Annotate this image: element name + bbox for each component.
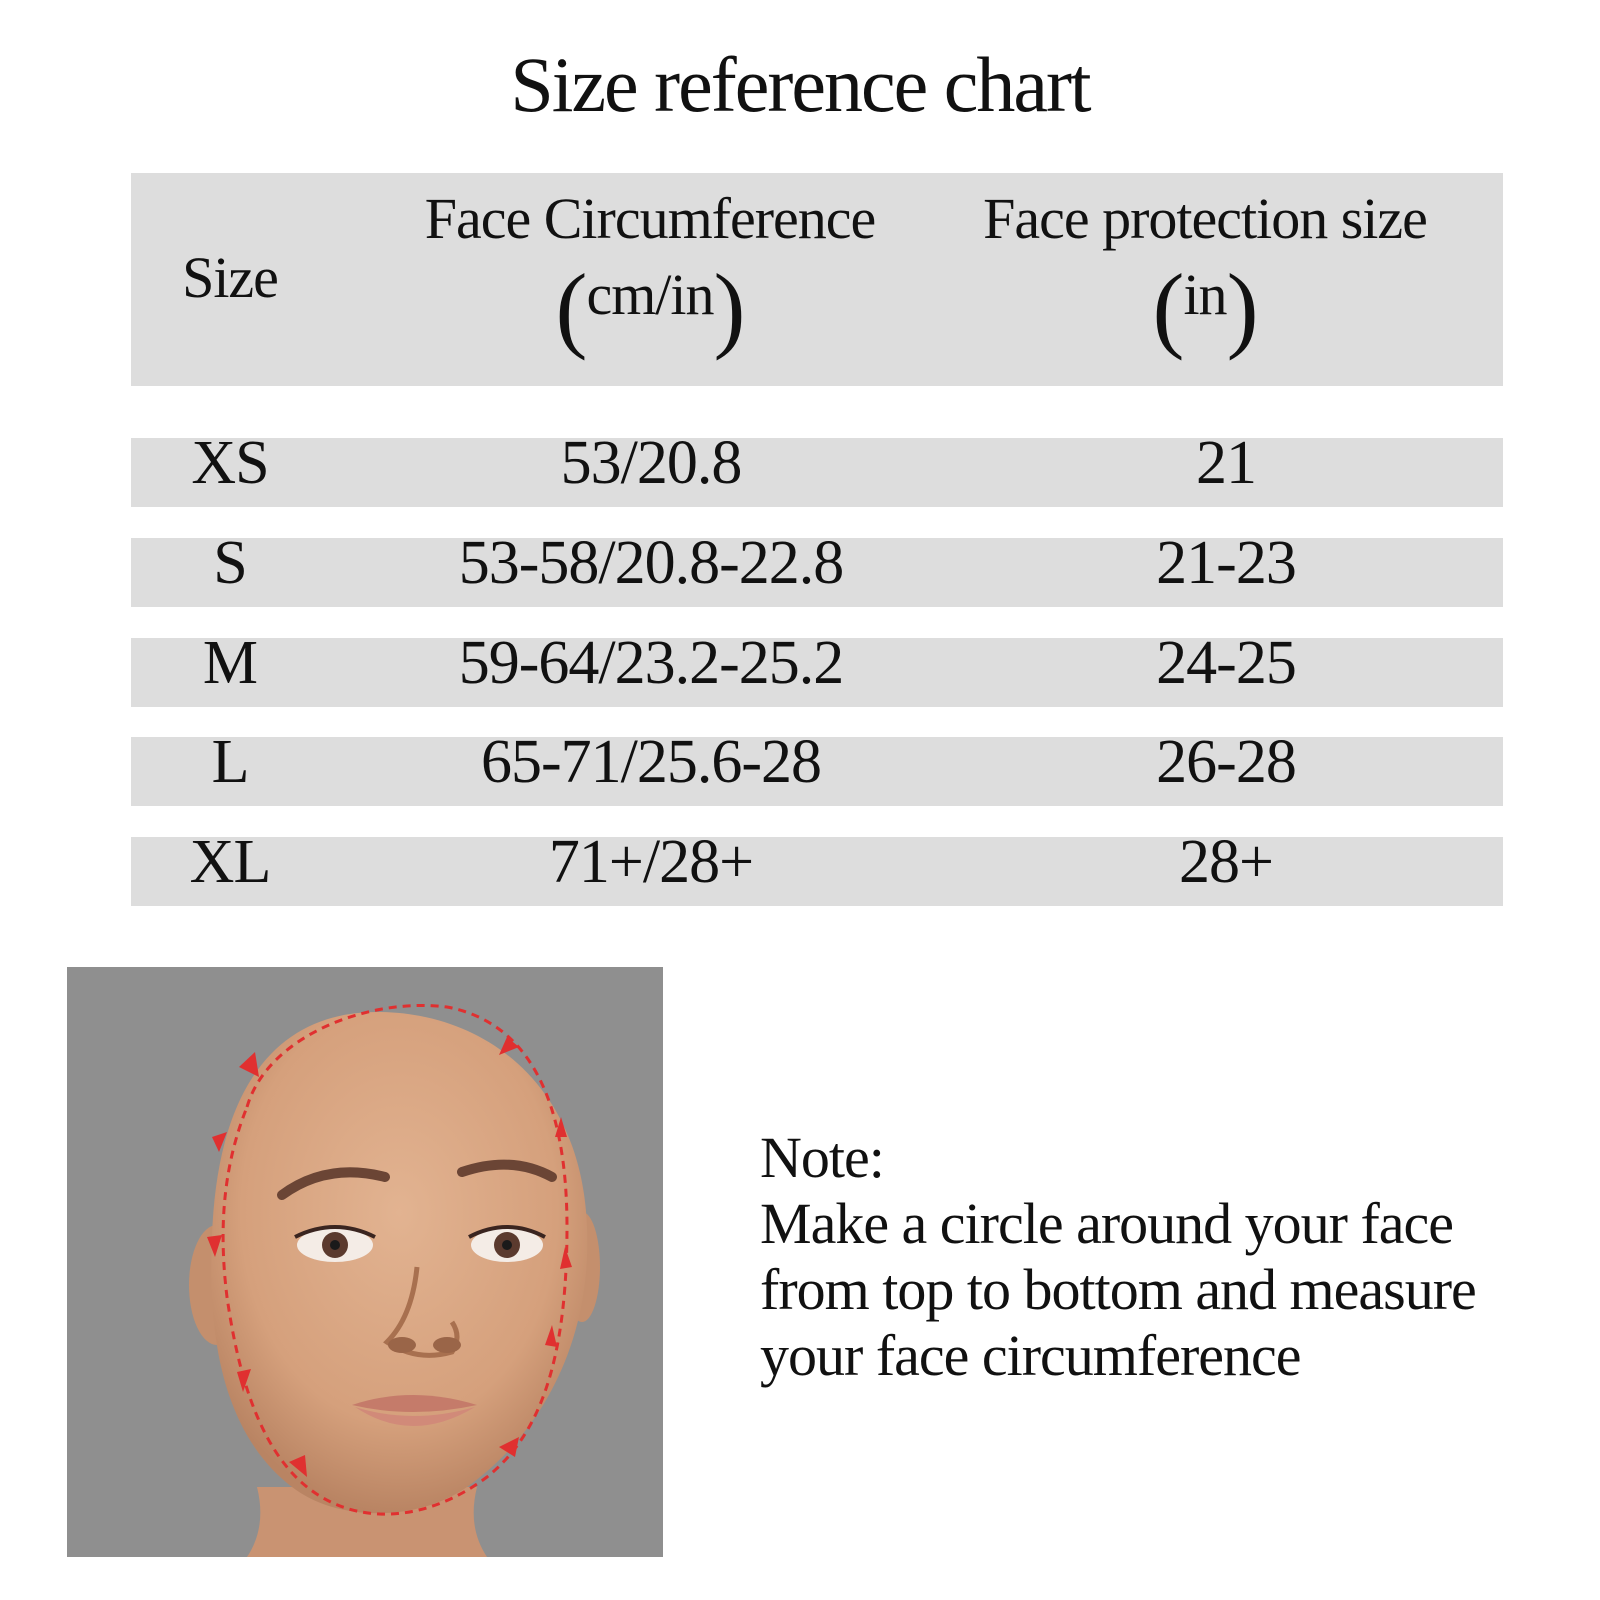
circumference-cell: 65-71/25.6-28: [480, 728, 822, 796]
arrow-icon: [239, 1052, 259, 1077]
arrow-icon: [499, 1037, 519, 1055]
table-row: [131, 529, 1503, 607]
table-row: [131, 629, 1503, 707]
mannequin-head-illustration: [67, 967, 663, 1557]
header-face-protection-label: Face protection size: [983, 186, 1427, 251]
measurement-note: [760, 1125, 1560, 1389]
open-paren: (: [1152, 253, 1184, 361]
close-paren: ): [713, 253, 745, 361]
table-row: [131, 728, 1503, 806]
pupil-left: [330, 1240, 340, 1250]
header-face-protection-unit-wrap: [940, 253, 1470, 363]
size-cell: S: [213, 529, 247, 597]
header-size: Size: [182, 245, 278, 310]
size-cell: XS: [191, 429, 269, 497]
header-face-circumference-unit-wrap: [380, 253, 920, 363]
table-row: [131, 429, 1503, 507]
circumference-cell: 71+/28+: [548, 828, 754, 896]
note-line: Make a circle around your face: [760, 1191, 1453, 1256]
page-title: Size reference chart: [510, 41, 1090, 128]
header-face-circumference-unit: cm/in: [586, 261, 714, 327]
protection-cell: 26-28: [1156, 728, 1296, 796]
nostril-left: [388, 1337, 416, 1353]
protection-cell: 21-23: [1156, 529, 1296, 597]
circumference-cell: 53/20.8: [560, 429, 742, 497]
note-line: from top to bottom and measure: [760, 1257, 1476, 1322]
header-face-circumference-label: Face Circumference: [424, 186, 876, 251]
nostril-right: [433, 1337, 461, 1353]
protection-cell: 28+: [1179, 828, 1273, 896]
note-label: Note:: [760, 1125, 884, 1190]
size-cell: L: [211, 728, 249, 796]
close-paren: ): [1226, 253, 1258, 361]
protection-cell: 21: [1196, 429, 1256, 497]
circumference-cell: 53-58/20.8-22.8: [458, 529, 844, 597]
header-face-protection-size: [940, 186, 1470, 363]
header-face-protection-unit: in: [1183, 261, 1227, 327]
open-paren: (: [555, 253, 587, 361]
circumference-cell: 59-64/23.2-25.2: [458, 629, 844, 697]
size-cell: XL: [189, 828, 271, 896]
header-face-circumference: [380, 186, 920, 363]
table-row: [131, 828, 1503, 906]
protection-cell: 24-25: [1156, 629, 1296, 697]
note-line: your face circumference: [760, 1323, 1301, 1388]
pupil-right: [502, 1240, 512, 1250]
size-cell: M: [202, 629, 258, 697]
face-measurement-image: [67, 967, 663, 1557]
